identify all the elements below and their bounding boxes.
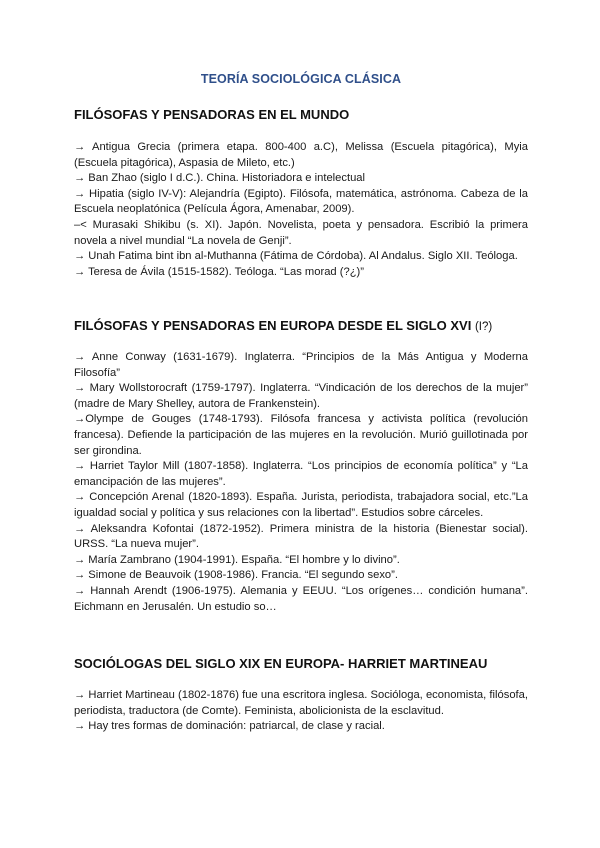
list-item: → Antigua Grecia (primera etapa. 800-400 a.C), Melissa (Escuela pitagórica), Myia (Escuela pitagórica), Aspasia de Mileto, etc.) <box>74 141 528 169</box>
list-item: → Ban Zhao (siglo I d.C.). China. Historiadora e intelectual <box>74 172 366 185</box>
document-title: TEORÍA SOCIOLÓGICA CLÁSICA <box>200 72 402 86</box>
list-item: →Olympe de Gouges (1748-1793). Filósofa francesa y activista política (revolución francesa). Defiende la participación de las mujeres en la revolución. Murió guillotinada por ser girondina. <box>74 413 528 457</box>
section-list-europa <box>74 350 528 615</box>
section-heading-mundo <box>74 107 528 122</box>
section-heading-europa <box>74 318 528 333</box>
list-item: → Hannah Arendt (1906-1975). Alemania y EEUU. “Los orígenes… condición humana”. Eichmann en Jerusalén. Un estudio so… <box>74 584 528 613</box>
section-heading-text: FILÓSOFAS Y PENSADORAS EN EUROPA DESDE EL SIGLO XVI <box>74 318 472 333</box>
list-item: → Anne Conway (1631-1679). Inglaterra. “Principios de la Más Antigua y Moderna Filosofía” <box>74 351 528 379</box>
list-item: → Unah Fatima bint ibn al-Muthanna (Fátima de Córdoba). Al Andalus. Siglo XII. Teóloga. <box>74 250 518 263</box>
list-item: → Hay tres formas de dominación: patriarcal, de clase y racial. <box>74 720 385 733</box>
list-item: → Concepción Arenal (1820-1893). España. Jurista, periodista, trabajadora social, etc.”La igualdad social y política y sus relaciones con la libertad”. Estudios sobre cárceles. <box>74 491 528 519</box>
section-heading-text: SOCIÓLOGAS DEL SIGLO XIX EN EUROPA- HARRIET MARTINEAU <box>74 656 488 671</box>
list-item: → Mary Wollstorocraft (1759-1797). Inglaterra. “Vindicación de los derechos de la mujer” (madre de Mary Shelley, autora de Frankenstein). <box>74 382 528 410</box>
list-item: → Aleksandra Kofontai (1872-1952). Primera ministra de la historia (Bienestar social). URSS. “La nueva mujer”. <box>74 522 528 551</box>
section-heading-note: (I?) <box>474 321 493 333</box>
list-item: → Simone de Beauvoik (1908-1986). Francia. “El segundo sexo”. <box>74 569 398 582</box>
section-heading-text: FILÓSOFAS Y PENSADORAS EN EL MUNDO <box>74 107 350 122</box>
section-list-siglo-xix <box>74 688 528 735</box>
section-heading-siglo-xix <box>74 656 528 671</box>
list-item: → Harriet Taylor Mill (1807-1858). Inglaterra. “Los principios de economía política” y “La emancipación de las mujeres”. <box>74 460 528 488</box>
list-item: → Teresa de Ávila (1515-1582). Teóloga. “Las morad (?¿)” <box>74 265 364 278</box>
list-item: → Hipatia (siglo IV-V): Alejandría (Egipto). Filósofa, matemática, astrónoma. Cabeza de la Escuela neoplatónica (Película Ágora, Amenabar, 2009). <box>74 187 528 216</box>
section-list-mundo <box>74 140 528 280</box>
list-item: → Harriet Martineau (1802-1876) fue una escritora inglesa. Socióloga, economista, filósofa, periodista, traductora (de Comte). Feminista, abolicionista de la esclavitud. <box>74 689 528 717</box>
list-item: → María Zambrano (1904-1991). España. “El hombre y lo divino”. <box>74 553 400 566</box>
list-item: –< Murasaki Shikibu (s. XI). Japón. Novelista, poeta y pensadora. Escribió la primera novela a nivel mundial “La novela de Genji”. <box>74 218 528 247</box>
